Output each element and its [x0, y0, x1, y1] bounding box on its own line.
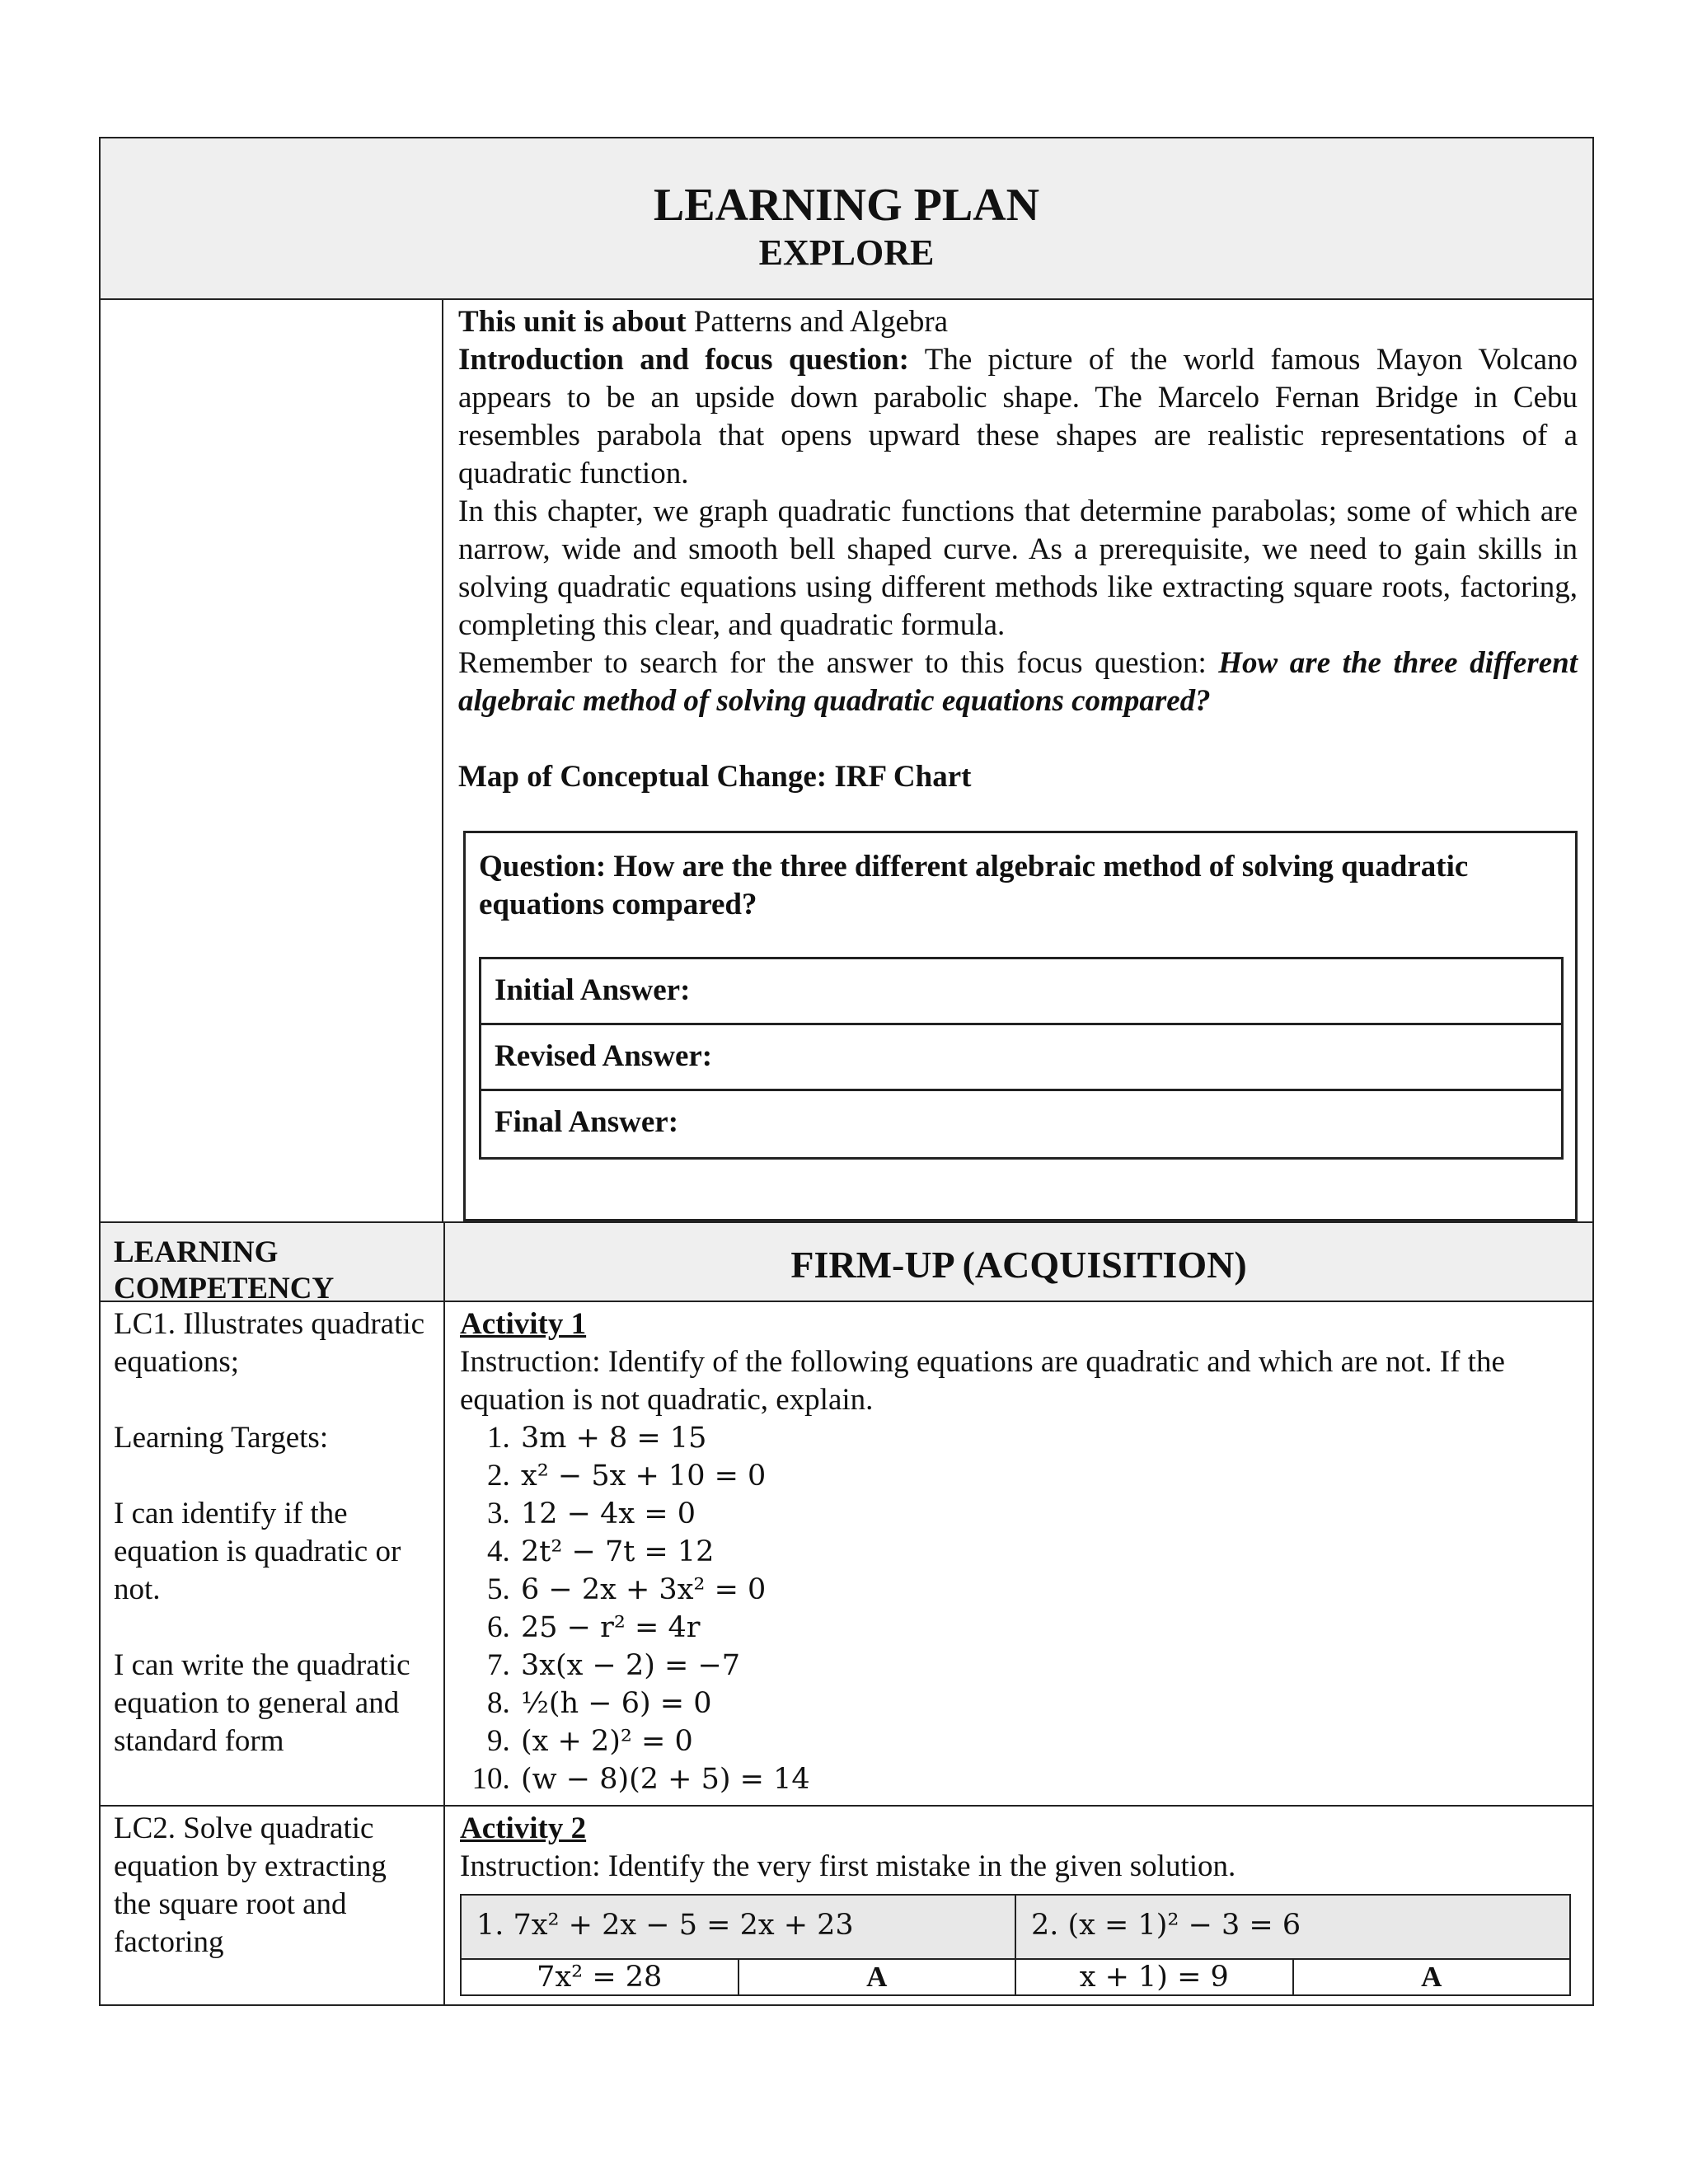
lc1-target-2: I can write the quadratic equation to general and standard form [114, 1648, 410, 1758]
lc1-title: LC1. Illustrates quadratic equations; [114, 1307, 425, 1379]
learning-plan-table [99, 137, 1594, 2006]
equation-item: 4. 2t² − 7t = 12 [518, 1533, 1578, 1571]
activity1-cell [445, 1302, 1592, 1805]
firmup-header: FIRM-UP (ACQUISITION) [445, 1223, 1592, 1301]
focus-question: How are the three different algebraic method of solving quadratic equations compared? [458, 646, 1578, 718]
map-title: Map of Conceptual Change: IRF Chart [458, 760, 972, 794]
solution-problems-row [462, 1896, 1569, 1960]
irf-chart [463, 831, 1578, 1221]
problem-2-step-label: A [1421, 1961, 1442, 1993]
equation-item: 5. 6 − 2x + 3x² = 0 [518, 1571, 1578, 1609]
remember-text: Remember to search for the answer to this focus question: [458, 646, 1219, 680]
irf-final-answer[interactable]: Final Answer: [495, 1105, 679, 1139]
competency-header: LEARNING COMPETENCY [101, 1223, 445, 1301]
intro-paragraph [458, 341, 1578, 493]
lc2-cell [101, 1807, 445, 2004]
activity1-instruction: Instruction: Identify of the following equations are quadratic and which are not. If the equation is not quadratic, explain. [460, 1345, 1505, 1417]
problem-1-step: 7x² = 28 [462, 1960, 739, 1994]
lc2-row [101, 1807, 1592, 2004]
plan-title: LEARNING PLAN [653, 180, 1040, 231]
equation-item: 2. x² − 5x + 10 = 0 [518, 1457, 1578, 1495]
unit-line [458, 303, 1578, 341]
activity1-title: Activity 1 [460, 1307, 587, 1341]
lc1-row [101, 1302, 1592, 1807]
plan-header [101, 138, 1592, 300]
chapter-paragraph: In this chapter, we graph quadratic functions that determine parabolas; some of which are narrow, wide and smooth bell shaped curve. As a prerequisite, we need to gain skills in solving quadratic equations using different methods like extracting square roots, factoring, completing this clear, and quadratic formula. [458, 494, 1578, 642]
unit-value: Patterns and Algebra [686, 305, 949, 339]
solution-steps-row [462, 1960, 1569, 1994]
equation-item: 9. (x + 2)² = 0 [518, 1722, 1578, 1760]
explore-row [101, 300, 1592, 1223]
equation-item: 6. 25 − r² = 4r [518, 1609, 1578, 1647]
equation-item: 1. 3m + 8 = 15 [518, 1419, 1578, 1457]
lc1-cell [101, 1302, 445, 1805]
problem-1-step-label: A [739, 1960, 1017, 1994]
irf-answer-table [479, 957, 1564, 1160]
explore-left-cell [101, 300, 443, 1221]
lc2-title: LC2. Solve quadratic equation by extracting the square root and factoring [114, 1811, 387, 1959]
irf-revised-answer[interactable]: Revised Answer: [481, 1025, 1561, 1091]
problem-2: 2. (x = 1)² − 3 = 6 [1031, 1909, 1301, 1942]
activity2-instruction: Instruction: Identify the very first mistake in the given solution. [460, 1849, 1236, 1883]
problem-1: 1. 7x² + 2x − 5 = 2x + 23 [462, 1896, 1016, 1958]
lc1-target-1: I can identify if the equation is quadratic or not. [114, 1497, 401, 1606]
explore-content [443, 300, 1592, 1221]
irf-initial-answer[interactable]: Initial Answer: [481, 959, 1561, 1025]
equation-item: 10. (w − 8)(2 + 5) = 14 [518, 1760, 1578, 1798]
equation-item: 7. 3x(x − 2) = −7 [518, 1647, 1578, 1685]
solution-table [460, 1894, 1571, 1996]
intro-text: The picture of the world famous Mayon Volcano appears to be an upside down parabolic shape. The Marcelo Fernan Bridge in Cebu resembles parabola that opens upward these shapes are realistic representations of a quadratic function. [458, 343, 1578, 490]
intro-label: Introduction and focus question: [458, 343, 909, 377]
activity2-cell [445, 1807, 1592, 2004]
unit-label: This unit is about [458, 305, 687, 339]
activity1-equation-list [460, 1419, 1578, 1798]
activity2-title: Activity 2 [460, 1811, 587, 1845]
focus-paragraph [458, 644, 1578, 720]
problem-2-step: x + 1) = 9 [1016, 1960, 1294, 1994]
lc1-targets-label: Learning Targets: [114, 1421, 329, 1455]
irf-question: Question: How are the three different algebraic method of solving quadratic equations compared? [479, 850, 1469, 921]
equation-item: 3. 12 − 4x = 0 [518, 1495, 1578, 1533]
section-header-row [101, 1223, 1592, 1305]
plan-subtitle: EXPLORE [758, 232, 935, 273]
equation-item: 8. ½(h − 6) = 0 [518, 1685, 1578, 1722]
